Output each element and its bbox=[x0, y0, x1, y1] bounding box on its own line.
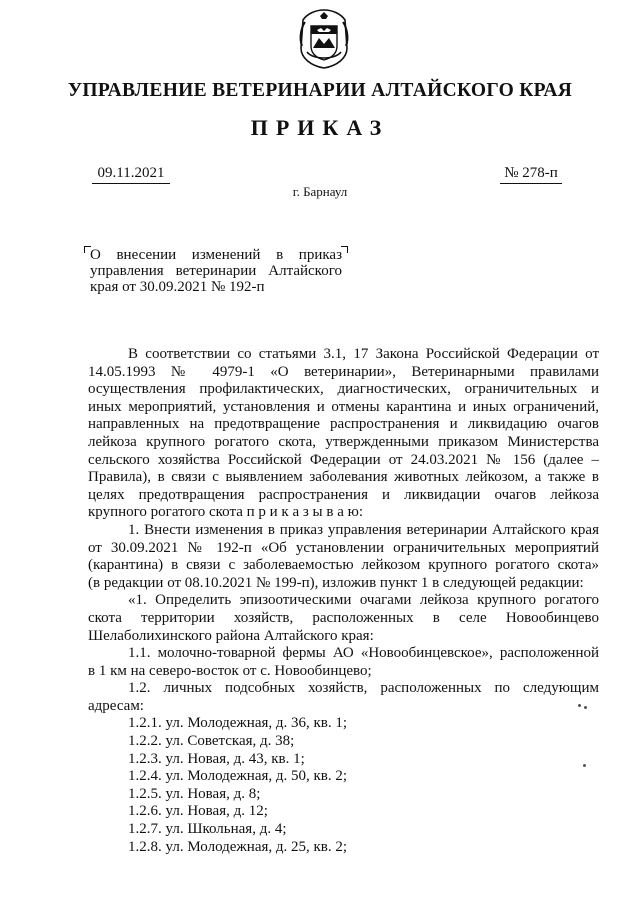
body-line: в 1 км на северо-восток от с. Новообинцево; bbox=[88, 662, 372, 679]
body-line-text: крупного рогатого скота bbox=[88, 504, 243, 521]
body-line: иных мероприятий, установления и отмены карантина и иных ограничений, bbox=[88, 398, 599, 415]
scan-speck bbox=[578, 704, 581, 707]
body-line: от 30.09.2021 № 192-п «Об установлении ограничительных мероприятий bbox=[88, 539, 599, 556]
body-line: «1. Определить эпизоотическими очагами лейкоза крупного рогатого bbox=[128, 592, 599, 609]
body-line: адресам: bbox=[88, 697, 144, 714]
document-body bbox=[88, 346, 599, 856]
body-line bbox=[88, 504, 599, 522]
address-item: 1.2.3. ул. Новая, д. 43, кв. 1; bbox=[128, 750, 305, 767]
body-line: 1.1. молочно-товарной фермы АО «Новообинцевское», расположенной bbox=[128, 645, 599, 662]
body-line: Шелаболихинского района Алтайского края: bbox=[88, 627, 374, 644]
body-line: 14.05.1993 № 4979-1 «О ветеринарии», Ветеринарными правилами bbox=[88, 363, 599, 380]
document-number: № 278-п bbox=[500, 165, 562, 184]
body-line: осуществления профилактических, диагностических, ограничительных и bbox=[88, 381, 599, 398]
scan-speck bbox=[583, 764, 586, 767]
organization-name: УПРАВЛЕНИЕ ВЕТЕРИНАРИИ АЛТАЙСКОГО КРАЯ bbox=[67, 80, 573, 101]
body-line: (карантина) в связи с заболеваемостью лейкозом крупного рогатого скота» bbox=[88, 557, 599, 574]
document-type: ПРИКАЗ bbox=[250, 115, 390, 140]
body-line: В соответствии со статьями 3.1, 17 Закона Российской Федерации от bbox=[128, 346, 599, 362]
address-item: 1.2.2. ул. Советская, д. 38; bbox=[128, 733, 295, 750]
address-item: 1.2.7. ул. Школьная, д. 4; bbox=[128, 821, 287, 838]
body-line: целях предотвращения распространения и ликвидации очагов лейкоза bbox=[88, 486, 599, 503]
body-line: сельского хозяйства Российской Федерации от 24.03.2021 № 156 (далее – bbox=[88, 451, 599, 468]
subject-bracket-right bbox=[341, 246, 348, 253]
body-line: (в редакции от 08.10.2021 № 199-п), изложив пункт 1 в следующей редакции: bbox=[88, 574, 584, 591]
city: г. Барнаул bbox=[292, 184, 348, 199]
order-word: п р и к а з ы в а ю: bbox=[246, 504, 363, 521]
body-line: скота территории хозяйств, расположенных в селе Новообинцево bbox=[88, 609, 599, 626]
body-line: 1. Внести изменения в приказ управления ветеринарии Алтайского края bbox=[128, 521, 599, 538]
address-item: 1.2.1. ул. Молодежная, д. 36, кв. 1; bbox=[128, 715, 348, 732]
body-line: лейкоза крупного рогатого скота, утвержденными приказом Министерства bbox=[88, 433, 599, 450]
coat-of-arms-emblem bbox=[293, 8, 355, 70]
address-item: 1.2.8. ул. Молодежная, д. 25, кв. 2; bbox=[128, 838, 348, 855]
body-line: направленных на предотвращение распространения и ликвидацию очагов bbox=[88, 416, 599, 433]
document-date: 09.11.2021 bbox=[92, 165, 170, 184]
address-item: 1.2.5. ул. Новая, д. 8; bbox=[128, 785, 261, 802]
body-line: Правила), в связи с выявлением заболевания животных лейкозом, а также в bbox=[88, 469, 599, 486]
scan-speck bbox=[584, 706, 587, 709]
body-line: 1.2. личных подсобных хозяйств, расположенных по следующим bbox=[128, 680, 599, 697]
address-item: 1.2.4. ул. Молодежная, д. 50, кв. 2; bbox=[128, 768, 348, 785]
address-item: 1.2.6. ул. Новая, д. 12; bbox=[128, 803, 268, 820]
document-subject: О внесении изменений в приказ управления ветеринарии Алтайского края от 30.09.2021 № 192-п bbox=[90, 247, 342, 295]
